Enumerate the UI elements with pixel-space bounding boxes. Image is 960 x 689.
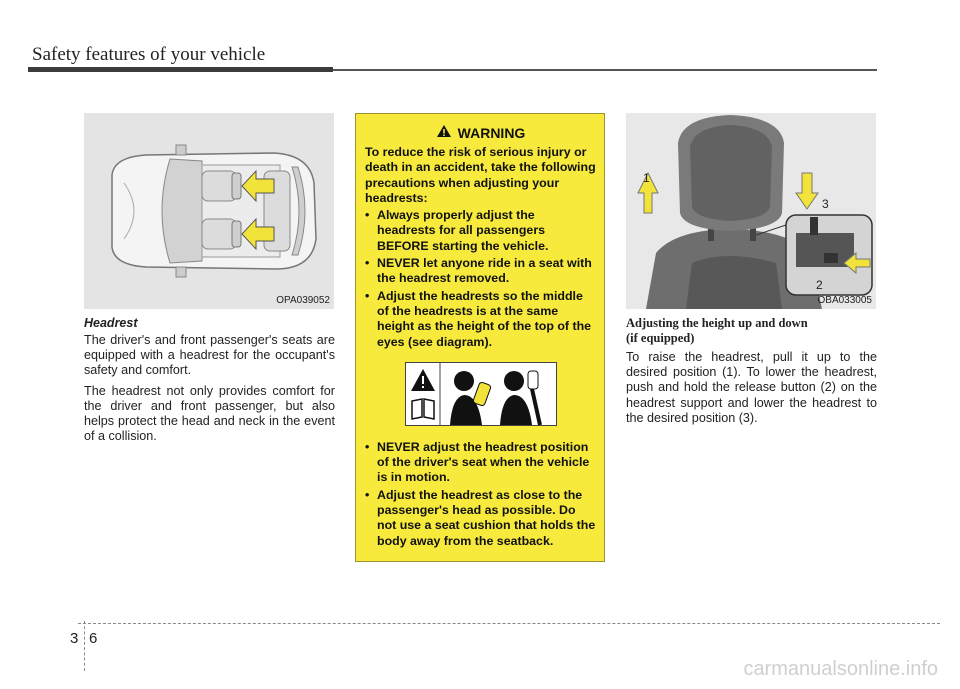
headrest-diagram-illustration	[406, 363, 556, 425]
chapter-number: 3	[70, 630, 79, 647]
figure-code: OPA039052	[276, 295, 330, 306]
page-number: 6	[89, 630, 98, 647]
warning-item: • Adjust the headrest as close to the passenger's head as possible. Do not use a seat cushion that holds the body away from the seatback.	[365, 488, 596, 549]
callout-1: 1	[643, 171, 650, 185]
right-column	[626, 316, 877, 431]
paragraph: The driver's and front passenger's seats are equipped with a headrest for the occupant's safety and comfort.	[84, 333, 335, 378]
section-heading-adjusting	[626, 316, 877, 346]
warning-triangle-icon	[436, 124, 452, 141]
warning-item: • NEVER adjust the headrest position of the driver's seat when the vehicle is in motion.	[365, 440, 596, 486]
watermark: carmanualsonline.info	[743, 658, 938, 680]
headrest-adjust-figure	[626, 113, 876, 309]
heading-line: (if equipped)	[626, 331, 695, 345]
headrest-height-diagram	[405, 362, 557, 426]
paragraph: The headrest not only provides comfort for the driver and front passenger, but also helps protect the head and neck in the event of a collision.	[84, 383, 335, 444]
warning-item: • Always properly adjust the headrests for all passengers BEFORE starting the vehicle.	[365, 208, 596, 254]
header-rule	[28, 67, 333, 72]
car-top-view-illustration	[84, 113, 334, 309]
headrest-illustration	[626, 113, 876, 309]
warning-box	[355, 113, 605, 562]
footer-rule	[78, 623, 940, 624]
page-header-title: Safety features of your vehicle	[32, 44, 266, 65]
footer-divider	[84, 621, 85, 671]
warning-list	[365, 208, 596, 350]
section-heading-headrest: Headrest	[84, 316, 138, 330]
warning-list	[365, 440, 596, 549]
heading-line: Adjusting the height up and down	[626, 316, 808, 330]
paragraph: To raise the headrest, pull it up to the desired position (1). To lower the headrest, push and hold the release button (2) on the headrest support and lower the headrest to the desired position (3).	[626, 350, 877, 425]
left-column	[84, 316, 335, 449]
warning-heading	[365, 124, 596, 141]
callout-2: 2	[816, 278, 823, 292]
car-top-view-figure	[84, 113, 334, 309]
warning-item: • NEVER let anyone ride in a seat with the headrest removed.	[365, 256, 596, 287]
warning-intro: To reduce the risk of serious injury or death in an accident, take the following precautions when adjusting your headrests:	[365, 145, 596, 205]
header-rule-thin	[333, 69, 877, 71]
warning-item: • Adjust the headrests so the middle of the headrests is at the same height as the height of the top of the eyes (see diagram).	[365, 289, 596, 350]
warning-title: WARNING	[457, 124, 526, 141]
figure-code: OBA033005	[817, 295, 872, 306]
callout-3-visible: 3	[822, 197, 829, 211]
